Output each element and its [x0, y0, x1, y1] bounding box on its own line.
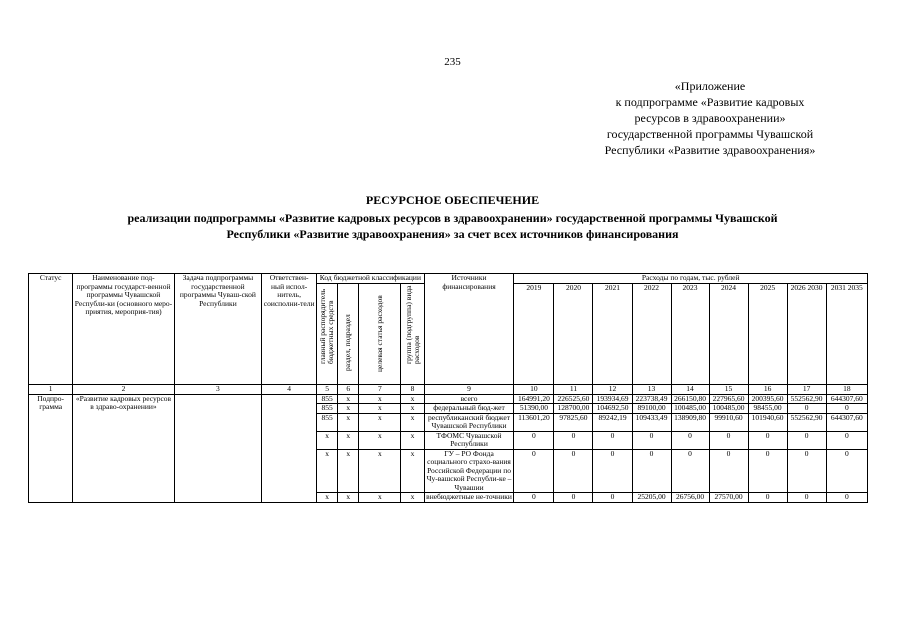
value-cell: 552562,90 [787, 394, 826, 404]
header-name: Наименование под-программы государст-венной программы Чувашской Республи-ки (основного меро-приятия, мероприя-тия) [73, 274, 174, 385]
code-cell: х [359, 394, 401, 404]
code-cell: 855 [317, 413, 338, 431]
code-cell: х [401, 394, 424, 404]
code-cell: х [338, 493, 359, 503]
header-expenses: Расходы по годам, тыс. рублей [514, 274, 868, 284]
header-code-manager: главный распорядитель бюджетных средств [317, 283, 338, 384]
header-code-article: целевая статья расходов [359, 283, 401, 384]
appendix-note [560, 78, 860, 158]
value-cell: 0 [787, 404, 826, 414]
value-cell: 101940,60 [748, 413, 787, 431]
appendix-line: «Приложение [674, 79, 746, 93]
header-year: 2023 [671, 283, 709, 384]
code-cell: х [401, 413, 424, 431]
header-year: 2031 2035 [826, 283, 867, 384]
code-cell: х [317, 449, 338, 493]
column-number: 13 [632, 384, 671, 394]
header-budget-code: Код бюджетной классификации [317, 274, 425, 284]
code-cell: х [401, 431, 424, 449]
name-cell: «Развитие кадровых ресурсов в здраво-охранении» [73, 394, 174, 502]
header-year: 2026 2030 [787, 283, 826, 384]
value-cell: 0 [787, 431, 826, 449]
task-cell [174, 394, 262, 502]
resource-table [28, 273, 868, 503]
source-cell: ГУ – РО Фонда социального страхо-вания Российской Федерации по Чу-вашской Республи-ке – Чувашии [424, 449, 514, 493]
header-year: 2024 [709, 283, 748, 384]
column-number: 1 [29, 384, 73, 394]
column-number: 18 [826, 384, 867, 394]
value-cell: 0 [671, 449, 709, 493]
title-subline: Республики «Развитие здравоохранения» за счет всех источников финансирования [226, 227, 679, 241]
code-cell: х [338, 394, 359, 404]
value-cell: 0 [554, 493, 593, 503]
value-cell: 0 [787, 493, 826, 503]
value-cell: 0 [748, 449, 787, 493]
value-cell: 266150,80 [671, 394, 709, 404]
header-sources: Источники финансирования [424, 274, 514, 385]
value-cell: 89100,00 [632, 404, 671, 414]
source-cell: республиканский бюджет Чувашской Республики [424, 413, 514, 431]
code-cell: х [401, 449, 424, 493]
source-cell: ТФОМС Чувашской Республики [424, 431, 514, 449]
value-cell: 164991,20 [514, 394, 554, 404]
header-status: Статус [29, 274, 73, 385]
header-year: 2020 [554, 283, 593, 384]
column-number: 4 [262, 384, 317, 394]
code-cell: х [359, 493, 401, 503]
header-year: 2019 [514, 283, 554, 384]
value-cell: 226525,60 [554, 394, 593, 404]
value-cell: 0 [826, 449, 867, 493]
column-number: 10 [514, 384, 554, 394]
code-cell: 855 [317, 394, 338, 404]
value-cell: 0 [787, 449, 826, 493]
column-number: 15 [709, 384, 748, 394]
value-cell: 0 [554, 431, 593, 449]
value-cell: 51390,00 [514, 404, 554, 414]
value-cell: 0 [748, 431, 787, 449]
value-cell: 0 [514, 493, 554, 503]
value-cell: 0 [671, 431, 709, 449]
value-cell: 0 [826, 493, 867, 503]
value-cell: 0 [593, 449, 632, 493]
column-number: 2 [73, 384, 174, 394]
value-cell: 98455,00 [748, 404, 787, 414]
value-cell: 0 [709, 449, 748, 493]
column-number: 8 [401, 384, 424, 394]
executor-cell [262, 394, 317, 502]
code-cell: х [401, 493, 424, 503]
value-cell: 0 [593, 431, 632, 449]
value-cell: 25205,00 [632, 493, 671, 503]
value-cell: 26756,00 [671, 493, 709, 503]
code-cell: х [359, 449, 401, 493]
appendix-line: государственной программы Чувашской [606, 127, 814, 141]
column-number: 6 [338, 384, 359, 394]
header-year: 2022 [632, 283, 671, 384]
appendix-line: Республики «Развитие здравоохранения» [604, 143, 816, 157]
table-row [29, 394, 868, 404]
column-number: 12 [593, 384, 632, 394]
value-cell: 99910,60 [709, 413, 748, 431]
code-cell: х [317, 431, 338, 449]
value-cell: 100485,00 [709, 404, 748, 414]
header-year: 2021 [593, 283, 632, 384]
appendix-line: ресурсов в здравоохранении» [634, 111, 786, 125]
value-cell: 0 [593, 493, 632, 503]
appendix-line: к подпрограмме «Развитие кадровых [615, 95, 805, 109]
code-cell: х [359, 431, 401, 449]
value-cell: 138909,80 [671, 413, 709, 431]
value-cell: 128700,00 [554, 404, 593, 414]
code-cell: х [317, 493, 338, 503]
value-cell: 109433,49 [632, 413, 671, 431]
title-subline: реализации подпрограммы «Развитие кадровых ресурсов в здравоохранении» государственной программы Чувашской [127, 211, 778, 225]
header-executor: Ответствен-ный испол-нитель, соисполни-тели [262, 274, 317, 385]
header-code-group: группа (подгруппа) вида расходов [401, 283, 424, 384]
title-heading: РЕСУРСНОЕ ОБЕСПЕЧЕНИЕ [365, 193, 540, 207]
value-cell: 97825,60 [554, 413, 593, 431]
value-cell: 644307,60 [826, 394, 867, 404]
value-cell: 100485,00 [671, 404, 709, 414]
value-cell: 0 [826, 431, 867, 449]
value-cell: 0 [514, 431, 554, 449]
code-cell: х [359, 413, 401, 431]
header-code-section: раздел, подраздел [338, 283, 359, 384]
value-cell: 223738,49 [632, 394, 671, 404]
value-cell: 644307,60 [826, 413, 867, 431]
value-cell: 0 [826, 404, 867, 414]
source-cell: федеральный бюд-жет [424, 404, 514, 414]
code-cell: х [338, 404, 359, 414]
column-number: 5 [317, 384, 338, 394]
document-title [40, 192, 865, 242]
value-cell: 0 [554, 449, 593, 493]
value-cell: 0 [632, 449, 671, 493]
value-cell: 0 [632, 431, 671, 449]
source-cell: всего [424, 394, 514, 404]
column-number: 9 [424, 384, 514, 394]
code-cell: х [359, 404, 401, 414]
column-number: 7 [359, 384, 401, 394]
status-cell: Подпро-грамма [29, 394, 73, 502]
column-number: 3 [174, 384, 262, 394]
column-number: 16 [748, 384, 787, 394]
column-number: 11 [554, 384, 593, 394]
value-cell: 104692,50 [593, 404, 632, 414]
source-cell: внебюджетные не-точники [426, 492, 512, 501]
value-cell: 0 [748, 493, 787, 503]
code-cell: х [338, 431, 359, 449]
column-number: 17 [787, 384, 826, 394]
column-number: 14 [671, 384, 709, 394]
value-cell: 113601,20 [514, 413, 554, 431]
code-cell: х [401, 404, 424, 414]
column-number-row [29, 384, 868, 394]
value-cell: 89242,19 [593, 413, 632, 431]
value-cell: 552562,90 [787, 413, 826, 431]
page-number: 235 [444, 56, 461, 68]
value-cell: 27570,00 [709, 493, 748, 503]
table-header-row [29, 274, 868, 284]
code-cell: х [338, 449, 359, 493]
value-cell: 0 [514, 449, 554, 493]
value-cell: 227965,60 [709, 394, 748, 404]
value-cell: 193934,69 [593, 394, 632, 404]
value-cell: 0 [709, 431, 748, 449]
header-task: Задача подпрограммы государственной программы Чуваш-ской Республики [174, 274, 262, 385]
code-cell: 855 [317, 404, 338, 414]
code-cell: х [338, 413, 359, 431]
header-year: 2025 [748, 283, 787, 384]
value-cell: 200395,60 [748, 394, 787, 404]
